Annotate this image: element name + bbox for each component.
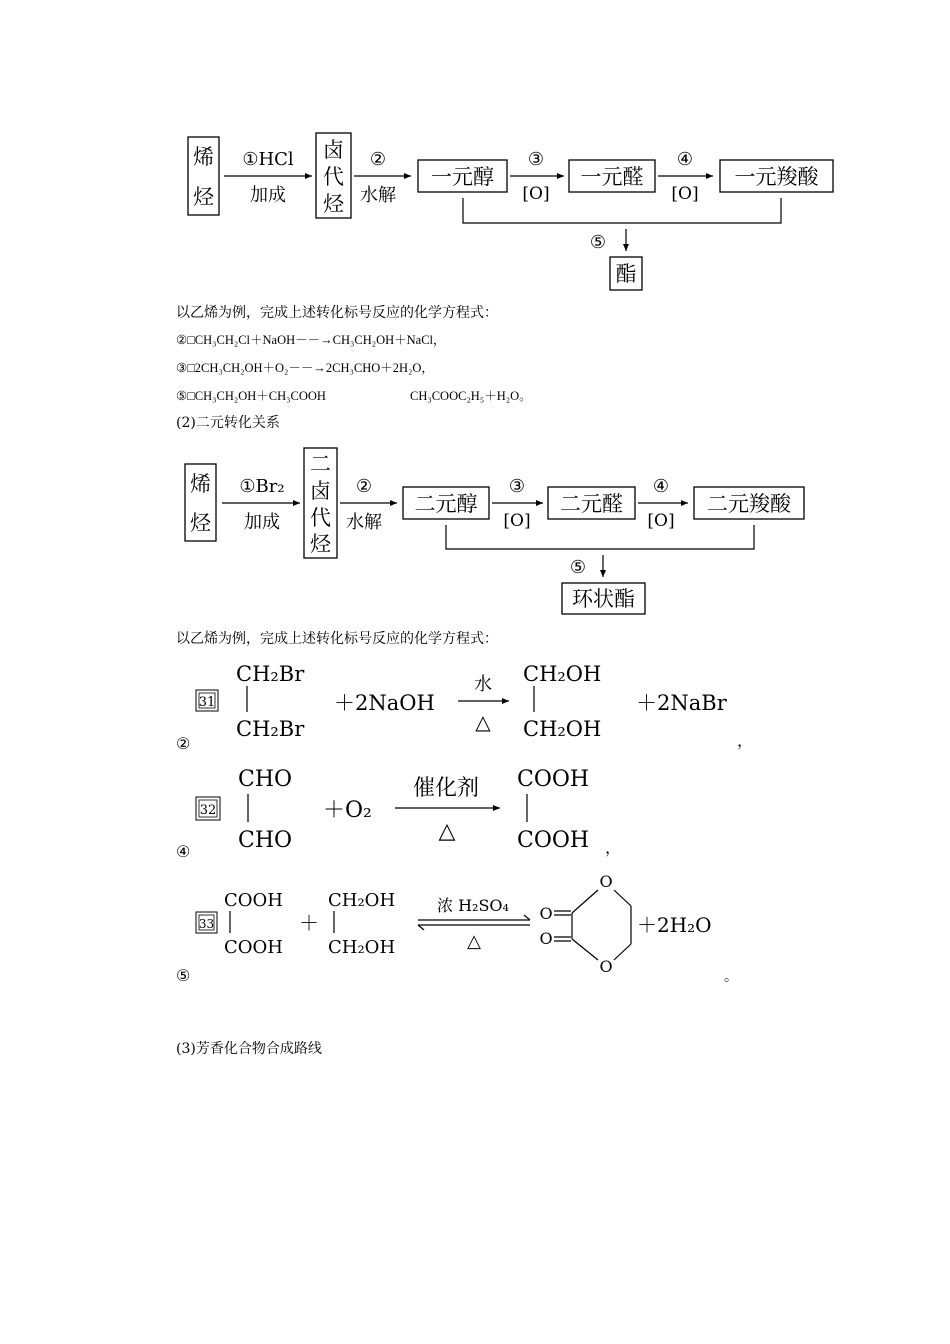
- scheme1-aldehyde-label: 一元醛: [580, 165, 644, 189]
- scheme1-halide-char-2: 代: [323, 165, 344, 189]
- scheme2-step4-oxidant: [O]: [647, 511, 675, 531]
- scheme1-step5-label: ⑤: [589, 232, 607, 253]
- reaction-a-product-top: CH₂OH: [523, 662, 602, 686]
- scheme1-alcohol-box: [418, 160, 507, 192]
- scheme1-step2-arrow: [354, 149, 411, 206]
- reaction-a-blank-box: [196, 690, 218, 711]
- scheme2-alcohol-box: [403, 487, 489, 519]
- intro-paragraph-2: 以乙烯为例，完成上述转化标号反应的化学方程式：: [176, 631, 498, 647]
- reaction-c-plus: ＋: [299, 911, 319, 935]
- scheme1-step4-oxidant: [O]: [671, 184, 699, 204]
- scheme2-halide-char-1: 二: [310, 452, 331, 476]
- scheme-2-flowchart: [185, 448, 804, 614]
- reaction-c-end-punct: 。: [724, 969, 738, 985]
- scheme1-step1-reagent: ①HCl: [242, 149, 294, 170]
- reaction-a-end-punct: ，: [737, 731, 754, 750]
- reaction-c-blank-box: [196, 912, 217, 933]
- reaction-c-circle-label: ⑤: [176, 966, 191, 985]
- scheme1-step3-arrow: [510, 149, 564, 204]
- scheme1-alkene-char-2: 烃: [193, 185, 214, 209]
- reaction-b-blank-number: 32: [199, 803, 217, 818]
- scheme2-step1-arrow: [222, 476, 300, 533]
- cyclic-ester-carbonyl-o-top: O: [539, 904, 553, 923]
- scheme1-alkene-char-1: 烯: [193, 145, 214, 169]
- scheme1-ester-box: [610, 257, 642, 290]
- scheme1-acid-label: 一元羧酸: [734, 165, 819, 189]
- reaction-a-condition-bottom: △: [475, 710, 491, 734]
- reaction-a-reagent: ＋2NaOH: [334, 691, 435, 715]
- scheme2-aldehyde-label: 二元醛: [560, 492, 623, 516]
- scheme-1-flowchart: [188, 133, 833, 290]
- scheme1-acid-box: [720, 160, 833, 192]
- scheme1-halide-box: [316, 133, 351, 218]
- reaction-b-condition-top: 催化剂: [412, 776, 480, 801]
- reaction-a-condition-top: 水: [474, 674, 492, 695]
- scheme2-ester-box: [562, 583, 645, 614]
- section-3-heading: (3)芳香化合物合成路线: [176, 1041, 322, 1057]
- scheme1-step4-arrow: [658, 149, 713, 204]
- scheme2-step5-label: ⑤: [569, 557, 587, 578]
- section-2-heading: (2)二元转化关系: [176, 415, 280, 431]
- scheme1-halide-char-3: 烃: [323, 192, 344, 216]
- scheme1-alcohol-label: 一元醇: [431, 165, 494, 189]
- cyclic-ester-ring-o-top: O: [599, 872, 613, 891]
- scheme2-step3-oxidant: [O]: [503, 511, 531, 531]
- scheme2-aldehyde-box: [548, 487, 635, 519]
- cyclic-ester-structure: [539, 872, 631, 976]
- scheme2-alkene-char-1: 烯: [190, 472, 211, 496]
- scheme2-alcohol-label: 二元醇: [414, 492, 478, 516]
- reaction-c-equilibrium-arrows: [418, 915, 530, 930]
- reaction-c-acid-bottom: COOH: [224, 937, 283, 958]
- scheme2-step3-label: ③: [508, 476, 526, 497]
- reaction-c: [176, 872, 738, 985]
- cyclic-ester-ring-o-bottom: O: [599, 957, 613, 976]
- scheme2-halide-box: [304, 448, 337, 558]
- reaction-b-blank-box: [196, 797, 220, 820]
- reaction-c-alcohol-bottom: CH₂OH: [328, 937, 396, 958]
- scheme2-step2-arrow: [340, 476, 397, 533]
- scheme2-step1-reagent: ①Br₂: [239, 476, 285, 497]
- scheme2-step5-connector: [446, 525, 754, 578]
- scheme2-step2-label: ②: [355, 476, 373, 497]
- reaction-c-condition-top: 浓 H₂SO₄: [437, 896, 509, 915]
- reaction-b-product-bottom: COOH: [517, 828, 590, 853]
- scheme2-acid-box: [694, 487, 804, 519]
- scheme2-step1-type: 加成: [244, 512, 280, 533]
- scheme2-halide-char-2: 卤: [310, 479, 331, 503]
- intro-paragraph-1: 以乙烯为例，完成上述转化标号反应的化学方程式：: [176, 305, 498, 321]
- cyclic-ester-carbonyl-o-bottom: O: [539, 929, 553, 948]
- scheme2-alkene-box: [185, 464, 216, 541]
- scheme2-ester-label: 环状酯: [572, 587, 635, 611]
- equation-5-left: ⑤□CH₃CH₂OH＋CH₃COOH: [176, 389, 326, 403]
- scheme1-step1-type: 加成: [250, 185, 286, 206]
- reaction-c-condition-bottom: △: [467, 931, 481, 952]
- reaction-a-product-bottom: CH₂OH: [523, 717, 602, 741]
- scheme2-halide-char-4: 烃: [310, 532, 331, 556]
- reaction-a: [176, 662, 753, 753]
- scheme1-step3-label: ③: [527, 149, 545, 170]
- scheme1-aldehyde-box: [569, 160, 655, 192]
- reaction-b-reactant-bottom: CHO: [238, 828, 293, 853]
- reaction-b-end-punct: ，: [605, 838, 622, 857]
- reaction-c-blank-number: 33: [198, 917, 215, 931]
- reaction-c-byproduct: ＋2H₂O: [637, 913, 712, 937]
- scheme2-step3-arrow: [492, 476, 543, 531]
- scheme2-step4-arrow: [638, 476, 688, 531]
- equation-2: ②□CH₃CH₂Cl＋NaOH－－→CH₃CH₂OH＋NaCl，: [176, 333, 446, 347]
- scheme1-step5-connector: [463, 198, 781, 253]
- reaction-a-blank-number: 31: [198, 695, 216, 710]
- reaction-b-reagent: ＋O₂: [323, 798, 372, 823]
- scheme1-step3-oxidant: [O]: [522, 184, 550, 204]
- scheme1-halide-char-1: 卤: [323, 138, 344, 162]
- scheme1-step1-arrow: [224, 149, 312, 206]
- equation-3: ③□2CH₃CH₂OH＋O₂－－→2CH₃CHO＋2H₂O，: [176, 361, 434, 375]
- reaction-a-reactant-bottom: CH₂Br: [236, 717, 305, 741]
- reaction-c-acid-top: COOH: [224, 890, 283, 911]
- reaction-a-byproduct: ＋2NaBr: [636, 691, 727, 715]
- scheme1-alkene-box: [188, 137, 219, 215]
- reaction-b-product-top: COOH: [517, 767, 590, 792]
- equation-5-right: CH₃COOC₂H₅＋H₂O。: [410, 389, 532, 403]
- reaction-b-reactant-top: CHO: [238, 767, 293, 792]
- reaction-a-reactant-top: CH₂Br: [236, 662, 305, 686]
- reaction-b-condition-bottom: △: [438, 819, 456, 844]
- scheme1-step4-label: ④: [676, 149, 694, 170]
- reaction-c-alcohol-top: CH₂OH: [328, 890, 396, 911]
- scheme1-ester-label: 酯: [615, 262, 637, 286]
- scheme2-step2-type: 水解: [346, 512, 382, 533]
- scheme2-alkene-char-2: 烃: [190, 511, 211, 535]
- scheme2-acid-label: 二元羧酸: [707, 492, 791, 516]
- reaction-b-circle-label: ④: [176, 842, 191, 861]
- scheme2-step4-label: ④: [652, 476, 670, 497]
- scheme2-halide-char-3: 代: [310, 506, 331, 530]
- scheme1-step2-type: 水解: [360, 185, 396, 206]
- scheme1-step2-label: ②: [369, 149, 387, 170]
- reaction-b: [176, 767, 621, 861]
- reaction-a-circle-label: ②: [176, 734, 191, 753]
